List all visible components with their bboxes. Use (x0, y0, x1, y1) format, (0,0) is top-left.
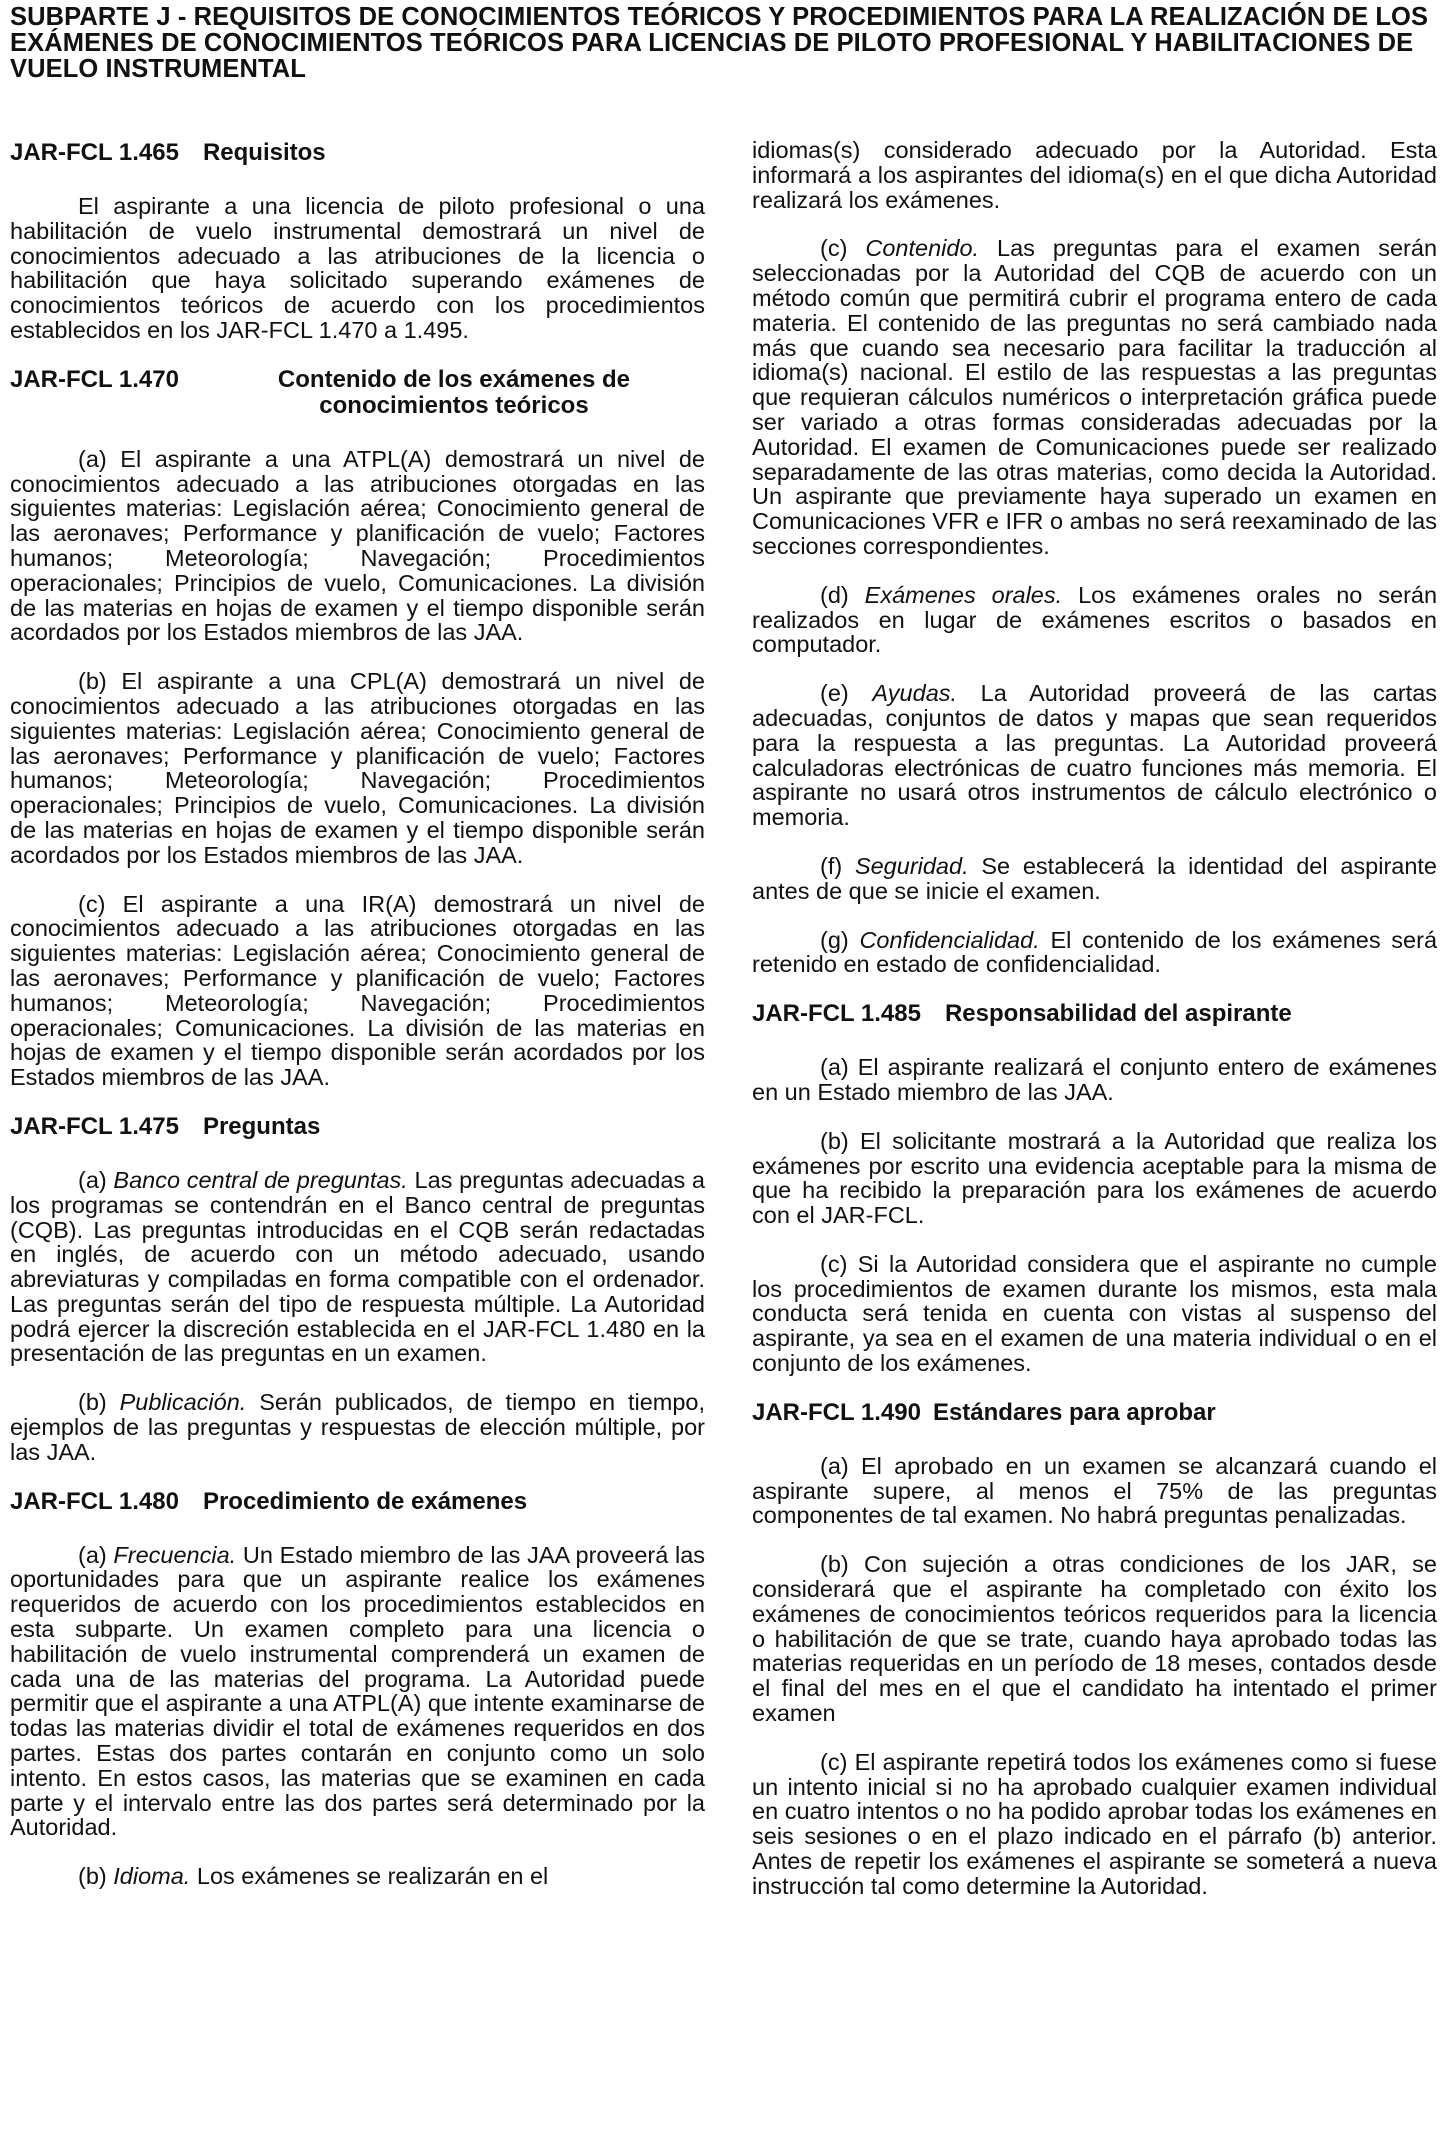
paragraph (10, 1390, 705, 1464)
paragraph-emphasis: Confidencialidad. (859, 926, 1040, 953)
page-title: SUBPARTE J - REQUISITOS DE CONOCIMIENTOS TEÓRICOS Y PROCEDIMIENTOS PARA LA REALIZACIÓN DE LOS EXÁMENES DE CONOCIMIENTOS TEÓRICOS PARA LICENCIAS DE PILOTO PROFESIONAL Y HABILITACIONES DE VUELO INSTRUMENTAL (10, 3, 1429, 83)
paragraph-text: Las preguntas adecuadas a los programas se contendrán en el Banco central de preguntas (CQB). Las preguntas introducidas en el CQB serán redactadas en inglés, de acuerdo con un método adecuado, usando abreviaturas y compiladas en forma compatible con el ordenador. Las preguntas serán del tipo de respuesta múltiple. La Autoridad podrá ejercer la discreción establecida en el JAR-FCL 1.480 en la presentación de las preguntas en un examen. (10, 1166, 706, 1367)
paragraph (10, 892, 705, 1090)
paragraph-label: (c) (820, 235, 848, 262)
paragraph-text: El aspirante a una licencia de piloto profesional o una habilitación de vuelo instrumental demostrará un nivel de conocimientos adecuado a las atribuciones de la licencia o habilitación que haya solicitado superando exámenes de conocimientos teóricos de acuerdo con los procedimientos establecidos en los JAR-FCL 1.470 a 1.495. (10, 193, 705, 343)
paragraph-text: (b) El solicitante mostrará a la Autoridad que realiza los exámenes por escrito una evidencia aceptable para la misma de que ha recibido la preparación para los exámenes de acuerdo con el JAR-FCL. (752, 1127, 1437, 1229)
section-heading-1-470 (10, 367, 705, 419)
paragraph (752, 583, 1437, 657)
section-title: Estándares para aprobar (932, 1398, 1216, 1426)
section-heading-1-485 (752, 1001, 1437, 1027)
paragraph (752, 854, 1437, 904)
paragraph-emphasis: Seguridad. (854, 852, 969, 879)
paragraph-label: (d) (820, 581, 849, 608)
section-code: JAR-FCL 1.490 (752, 1398, 921, 1426)
section-heading-1-475 (10, 1114, 705, 1140)
paragraph-text: Un Estado miembro de las JAA proveerá las oportunidades para que un aspirante realice los exámenes requeridos de acuerdo con los procedimientos establecidos en esta subparte. Un examen completo para una licencia o habilitación de vuelo instrumental comprenderá un examen de cada una de las materias del programa. La Autoridad puede permitir que el aspirante a una ATPL(A) que intente examinarse de todas las materias dividir el total de exámenes requeridos en dos partes. Estas dos partes contarán en conjunto como un solo intento. En estos casos, las materias que se examinen en cada parte y el intervalo entre las dos partes será determinado por la Autoridad. (10, 1541, 706, 1841)
section-code: JAR-FCL 1.485 (752, 1000, 921, 1028)
paragraph-text: El contenido de los exámenes será retenido en estado de confidencialidad. (752, 926, 1438, 978)
paragraph-text: (c) El aspirante a una IR(A) demostrará un nivel de conocimientos adecuado a las atribuciones otorgadas en las siguientes materias: Legislación aérea; Conocimiento general de las aeronaves; Performance y planificación de vuelo; Factores humanos; Meteorología; Navegación; Procedimientos operacionales; Comunicaciones. La división de las materias en hojas de examen y el tiempo disponible serán acordados por los Estados miembros de las JAA. (10, 890, 705, 1091)
section-code: JAR-FCL 1.475 (10, 1112, 179, 1140)
paragraph-text: (c) Si la Autoridad considera que el aspirante no cumple los procedimientos de examen durante los mismos, esta mala conducta será tenida en cuenta con vistas al suspenso del aspirante, ya sea en el examen de una materia individual o en el conjunto de los exámenes. (752, 1250, 1437, 1377)
section-title: Requisitos (202, 139, 326, 166)
section-title: Responsabilidad del aspirante (944, 1000, 1292, 1028)
section-code: JAR-FCL 1.470 (10, 365, 179, 393)
paragraph (752, 138, 1437, 212)
paragraph (752, 1055, 1437, 1105)
paragraph (10, 1864, 705, 1889)
paragraph-text: Serán publicados, de tiempo en tiempo, ejemplos de las preguntas y respuestas de elección múltiple, por las JAA. (10, 1389, 706, 1465)
paragraph-text: Los exámenes orales no serán realizados en lugar de exámenes escritos o basados en computador. (752, 581, 1438, 658)
paragraph-label: (a) (78, 1166, 107, 1193)
paragraph-emphasis: Frecuencia. (113, 1541, 237, 1568)
paragraph (10, 1168, 705, 1366)
paragraph-text: (a) El aprobado en un examen se alcanzará cuando el aspirante supere, al menos el 75% de las preguntas componentes de tal examen. No habrá preguntas penalizadas. (752, 1452, 1437, 1529)
right-column (752, 138, 1437, 1923)
paragraph-text: (b) El aspirante a una CPL(A) demostrará un nivel de conocimientos adecuado a las atribuciones otorgadas en las siguientes materias: Legislación aérea; Conocimiento general de las aeronaves; Performance y planificación de vuelo; Factores humanos; Meteorología; Navegación; Procedimientos operacionales; Principios de vuelo, Comunicaciones. La división de las materias en hojas de examen y el tiempo disponible serán acordados por los Estados miembros de las JAA. (10, 668, 705, 868)
paragraph (10, 669, 705, 867)
section-heading-1-480 (10, 1489, 705, 1515)
paragraph (752, 1454, 1437, 1528)
section-title: Procedimiento de exámenes (202, 1487, 528, 1515)
paragraph (752, 1129, 1437, 1228)
paragraph-text: idiomas(s) considerado adecuado por la Autoridad. Esta informará a los aspirantes del idioma(s) en el que dicha Autoridad realizará los exámenes. (752, 137, 1437, 213)
paragraph-label: (f) (820, 852, 843, 879)
section-title: Preguntas (202, 1112, 321, 1140)
paragraph (752, 1750, 1437, 1899)
paragraph-label: (g) (820, 926, 849, 953)
paragraph (752, 681, 1437, 830)
paragraph-text: (a) El aspirante realizará el conjunto entero de exámenes en un Estado miembro de las JAA. (752, 1054, 1437, 1105)
paragraph-text: Las preguntas para el examen serán seleccionadas por la Autoridad del CQB de acuerdo con un método común que permitirá cubrir el programa entero de cada materia. El contenido de las preguntas no será cambiado nada más que cuando sea necesario para facilitar la traducción al idioma(s) nacional. El estilo de las respuestas a las preguntas que requieran cálculos numéricos o interpretación gráfica puede ser variado a otras formas consideradas adecuadas por la Autoridad. El examen de Comunicaciones puede ser realizado separadamente de las otras materias, como decida la Autoridad. Un aspirante que previamente haya superado un examen en Comunicaciones VFR e IFR o ambas no será reexaminado de las secciones correspondientes. (752, 235, 1438, 559)
paragraph (752, 928, 1437, 978)
paragraph-text: (c) El aspirante repetirá todos los exámenes como si fuese un intento inicial si no ha aprobado cualquier examen individual en cuatro intentos o no ha podido aprobar todas los exámenes en seis sesiones o en el plazo indicado en el párrafo (b) anterior. Antes de repetir los exámenes el aspirante se someterá a nueva instrucción tal como determine la Autoridad. (752, 1748, 1437, 1899)
paragraph-label: (e) (820, 680, 849, 707)
paragraph-emphasis: Exámenes orales. (864, 581, 1063, 608)
paragraph-text: La Autoridad proveerá de las cartas adecuadas, conjuntos de datos y mapas que sean requeridos para la respuesta a las preguntas. La Autoridad proveerá calculadoras electrónicas de cuatro funciones más memoria. El aspirante no usará otros instrumentos de cálculo electrónico o memoria. (752, 680, 1438, 831)
paragraph (10, 194, 705, 343)
section-heading-1-490 (752, 1400, 1437, 1426)
paragraph-label: (a) (78, 1541, 107, 1568)
paragraph (752, 1252, 1437, 1376)
paragraph-emphasis: Idioma. (113, 1863, 191, 1890)
left-column (10, 140, 705, 1913)
paragraph-text: Se establecerá la identidad del aspirante antes de que se inicie el examen. (752, 852, 1438, 904)
section-heading-1-465 (10, 140, 705, 166)
paragraph-label: (b) (78, 1389, 107, 1416)
paragraph-text: Los exámenes se realizarán en el (196, 1863, 549, 1890)
paragraph-emphasis: Banco central de preguntas. (113, 1166, 408, 1193)
paragraph-emphasis: Publicación. (119, 1389, 247, 1416)
paragraph (10, 1543, 705, 1841)
paragraph (752, 236, 1437, 558)
paragraph-emphasis: Contenido. (865, 235, 980, 262)
paragraph (10, 447, 705, 645)
paragraph-emphasis: Ayudas. (872, 680, 958, 707)
section-code: JAR-FCL 1.465 (10, 139, 179, 166)
section-title: Contenido de los exámenes de conocimientos teóricos (277, 365, 631, 419)
paragraph-text: (b) Con sujeción a otras condiciones de los JAR, se considerará que el aspirante ha completado con éxito los exámenes de conocimientos teóricos requeridos para la licencia o habilitación de que se trate, cuando haya aprobado todas las materias requeridas en un período de 18 meses, contados desde el final del mes en el que el candidato ha intentado el primer examen (752, 1551, 1437, 1727)
section-code: JAR-FCL 1.480 (10, 1487, 179, 1515)
paragraph-label: (b) (78, 1863, 107, 1890)
paragraph (752, 1552, 1437, 1726)
paragraph-text: (a) El aspirante a una ATPL(A) demostrará un nivel de conocimientos adecuado a las atribuciones otorgadas en las siguientes materias: Legislación aérea; Conocimiento general de las aeronaves; Performance y planificación de vuelo; Factores humanos; Meteorología; Navegación; Procedimientos operacionales; Principios de vuelo, Comunicaciones. La división de las materias en hojas de examen y el tiempo disponible serán acordados por los Estados miembros de las JAA. (10, 445, 705, 646)
